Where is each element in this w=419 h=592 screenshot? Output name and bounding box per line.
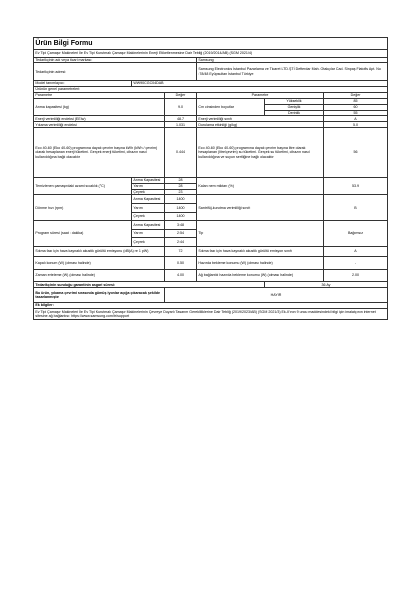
temp-half-label: Yarım: [132, 183, 165, 189]
type-value: Bağımsız: [324, 221, 388, 247]
energy-class-value: A: [324, 116, 388, 122]
silver-ions-label: Bu ürün, yıkama çevrimi sırasında gümüş iyonlar açığa çıkaracak şekilde tasarlanmıştır: [34, 288, 165, 303]
silver-ions-row: [34, 288, 388, 303]
spin-half-label: Yarım: [132, 204, 165, 213]
guarantee-label: Tedarikçinin sunduğu garantinin asgari süresi:: [34, 282, 265, 288]
duration-quarter-label: Çeyrek: [132, 238, 165, 247]
address-label: Tedarikçinin adresi:: [34, 63, 197, 81]
dimension-width-label: Genişlik: [265, 104, 324, 110]
off-mode-label: Kapalı konum (W) (olması halinde): [34, 257, 165, 270]
rinsing-label: Durulama etkinliği (g/kg): [197, 122, 324, 128]
spin-class-label: Santrifüj-kurutma verimliliği sınıfı: [197, 195, 324, 221]
product-info-table: [33, 37, 388, 320]
noise-value: 72: [165, 246, 197, 257]
col-value-right: Değer: [324, 92, 388, 98]
form-title: Ürün Bilgi Formu: [34, 38, 388, 50]
additional-label: Ek bilgiler:: [34, 302, 388, 308]
spin-quarter-value: 1400: [165, 212, 197, 221]
model-value: WW90CGC04DAB: [132, 81, 388, 87]
temp-rated-label: Anma Kapasitesi: [132, 177, 165, 183]
residual-moisture-value: 53.9: [324, 177, 388, 195]
delay-start-value: 4.00: [165, 269, 197, 282]
silver-ions-value: HAYIR: [165, 288, 388, 303]
general-params-heading: Ürünün genel parametreleri:: [34, 86, 388, 92]
delay-start-label: Zaman erteleme (W) (olması halinde): [34, 269, 165, 282]
dimension-depth-value: 55: [324, 110, 388, 116]
dimension-depth-label: Derinlik: [265, 110, 324, 116]
additional-text-row: [34, 308, 388, 320]
temp-half-value: 28: [165, 183, 197, 189]
spin-rated-label: Anma Kapasitesi: [132, 195, 165, 204]
noise-row: [34, 246, 388, 257]
energy-cycle-value: 0.444: [165, 128, 197, 178]
eei-value: 48.7: [165, 116, 197, 122]
power-row-2: [34, 269, 388, 282]
spin-quarter-label: Çeyrek: [132, 212, 165, 221]
duration-half-value: 2:54: [165, 229, 197, 238]
temp-rated-value: 28: [165, 177, 197, 183]
spin-rated-value: 1400: [165, 195, 197, 204]
duration-rated-label: Anma Kapasitesi: [132, 221, 165, 230]
max-temp-label: Temizlenen çamaşırdaki azami sıcaklık (°C): [34, 177, 132, 195]
dimension-height-label: Yükseklik: [265, 98, 324, 104]
temp-quarter-value: 23: [165, 189, 197, 195]
residual-moisture-label: Kalan nem miktarı (%): [197, 177, 324, 195]
spin-speed-label: Dönme hızı (rpm): [34, 195, 132, 221]
consumption-row: [34, 128, 388, 178]
capacity-value: 9.0: [165, 98, 197, 116]
type-label: Tip: [197, 221, 324, 247]
water-cycle-value: 56: [324, 128, 388, 178]
program-duration-label: Program süresi (saat : dakika): [34, 221, 132, 247]
water-cycle-label: Eco 40-60 (Eko 40-60) programına dayalı çevrim başına litre olarak hesaplanan (litre/çevrim) su tüketimi. Gerçek su tüketimi, cihazın nasıl kullanıldığına ve suyun sertliğine bağlı olacaktır: [197, 128, 324, 178]
power-row-1: [34, 257, 388, 270]
regulation-text: Ev Tipi Çamaşır Makineleri İle Ev Tipi Kurutmalı Çamaşır Makinelerinin Enerji Etiketlenmesine Dair Tebliğ (2019/2014/AB) (SGM 2021/4): [34, 50, 388, 58]
duration-row-1: [34, 221, 388, 230]
col-param-left: Parametre: [34, 92, 165, 98]
rinsing-value: 5.0: [324, 122, 388, 128]
guarantee-value: 36 Ay: [265, 282, 388, 288]
additional-text: Ev Tipi Çamaşır Makineleri İle Ev Tipi Kurutmalı Çamaşır Makinelerinin Çevreye Duyarlı Tasarım Gerekliliklerine Dair Tebliğ (2019/2023/AB) (SGM 2021/3) Ek-II'ının 9 uncu maddesindeki bilgi için imalatçının internet sitesine ağ bağlantısı: https://www.samsung.com/tr/support: [34, 308, 388, 320]
temp-row-1: [34, 177, 388, 183]
eei-label: Enerji verimliliği endeksi (EEIw): [34, 116, 165, 122]
regulation-row: [34, 50, 388, 58]
dimensions-label: Cm cinsinden boyutlar: [197, 98, 265, 116]
energy-cycle-label: Eco 40-60 (Eko 40-60) programına dayalı çevrim başına kWh (kWh / çevrim) olarak hesaplanan enerji tüketimi. Gerçek enerji tüketimi, cihazın nasıl kullanıldığına bağlı olacaktır: [34, 128, 165, 178]
standby-label: Hazırda bekleme konumu (W) (olması halinde): [197, 257, 324, 270]
network-standby-label: Ağ bağlantılı hazırda bekleme konumu (W) (olması halinde): [197, 269, 324, 282]
col-value-left: Değer: [165, 92, 197, 98]
capacity-label: Anma kapasitesi (kg): [34, 98, 165, 116]
model-label: Model tanımlayıcı:: [34, 81, 132, 87]
col-param-right: Parametre: [197, 92, 324, 98]
washing-index-label: Yıkama verimliliği endeksi: [34, 122, 165, 128]
noise-class-value: A: [324, 246, 388, 257]
supplier-label: Tedarikçinin adı veya ticari markası:: [34, 57, 197, 63]
product-info-sheet: [33, 37, 387, 320]
network-standby-value: 2.00: [324, 269, 388, 282]
dimension-width-value: 60: [324, 104, 388, 110]
temp-quarter-label: Çeyrek: [132, 189, 165, 195]
washing-index-value: 1.031: [165, 122, 197, 128]
standby-value: -: [324, 257, 388, 270]
spin-half-value: 1400: [165, 204, 197, 213]
duration-half-label: Yarım: [132, 229, 165, 238]
duration-quarter-value: 2:44: [165, 238, 197, 247]
noise-class-label: Sıkma fazı için hava kaynaklı akustik gürültü emisyon sınıfı: [197, 246, 324, 257]
duration-rated-value: 3:48: [165, 221, 197, 230]
dimension-height-value: 85: [324, 98, 388, 104]
spin-row-1: [34, 195, 388, 204]
title-row: [34, 38, 388, 50]
spin-class-value: B: [324, 195, 388, 221]
address-row: [34, 63, 388, 81]
off-mode-value: 0.50: [165, 257, 197, 270]
address-value: Samsung Electronics İstanbul Pazarlama ve Ticaret LTD.ŞTİ Defterdar Mah. Otakçılar Cad. Sinpaş Flatofis Apt. No :78/48 Eyüpsultan İstanbul Türkiye: [197, 63, 388, 81]
noise-label: Sıkma fazı için hava kaynaklı akustik gürültü emisyonu (dB(A) re 1 pW): [34, 246, 165, 257]
energy-class-label: Enerji verimliliği sınıfı: [197, 116, 324, 122]
supplier-value: Samsung: [197, 57, 388, 63]
